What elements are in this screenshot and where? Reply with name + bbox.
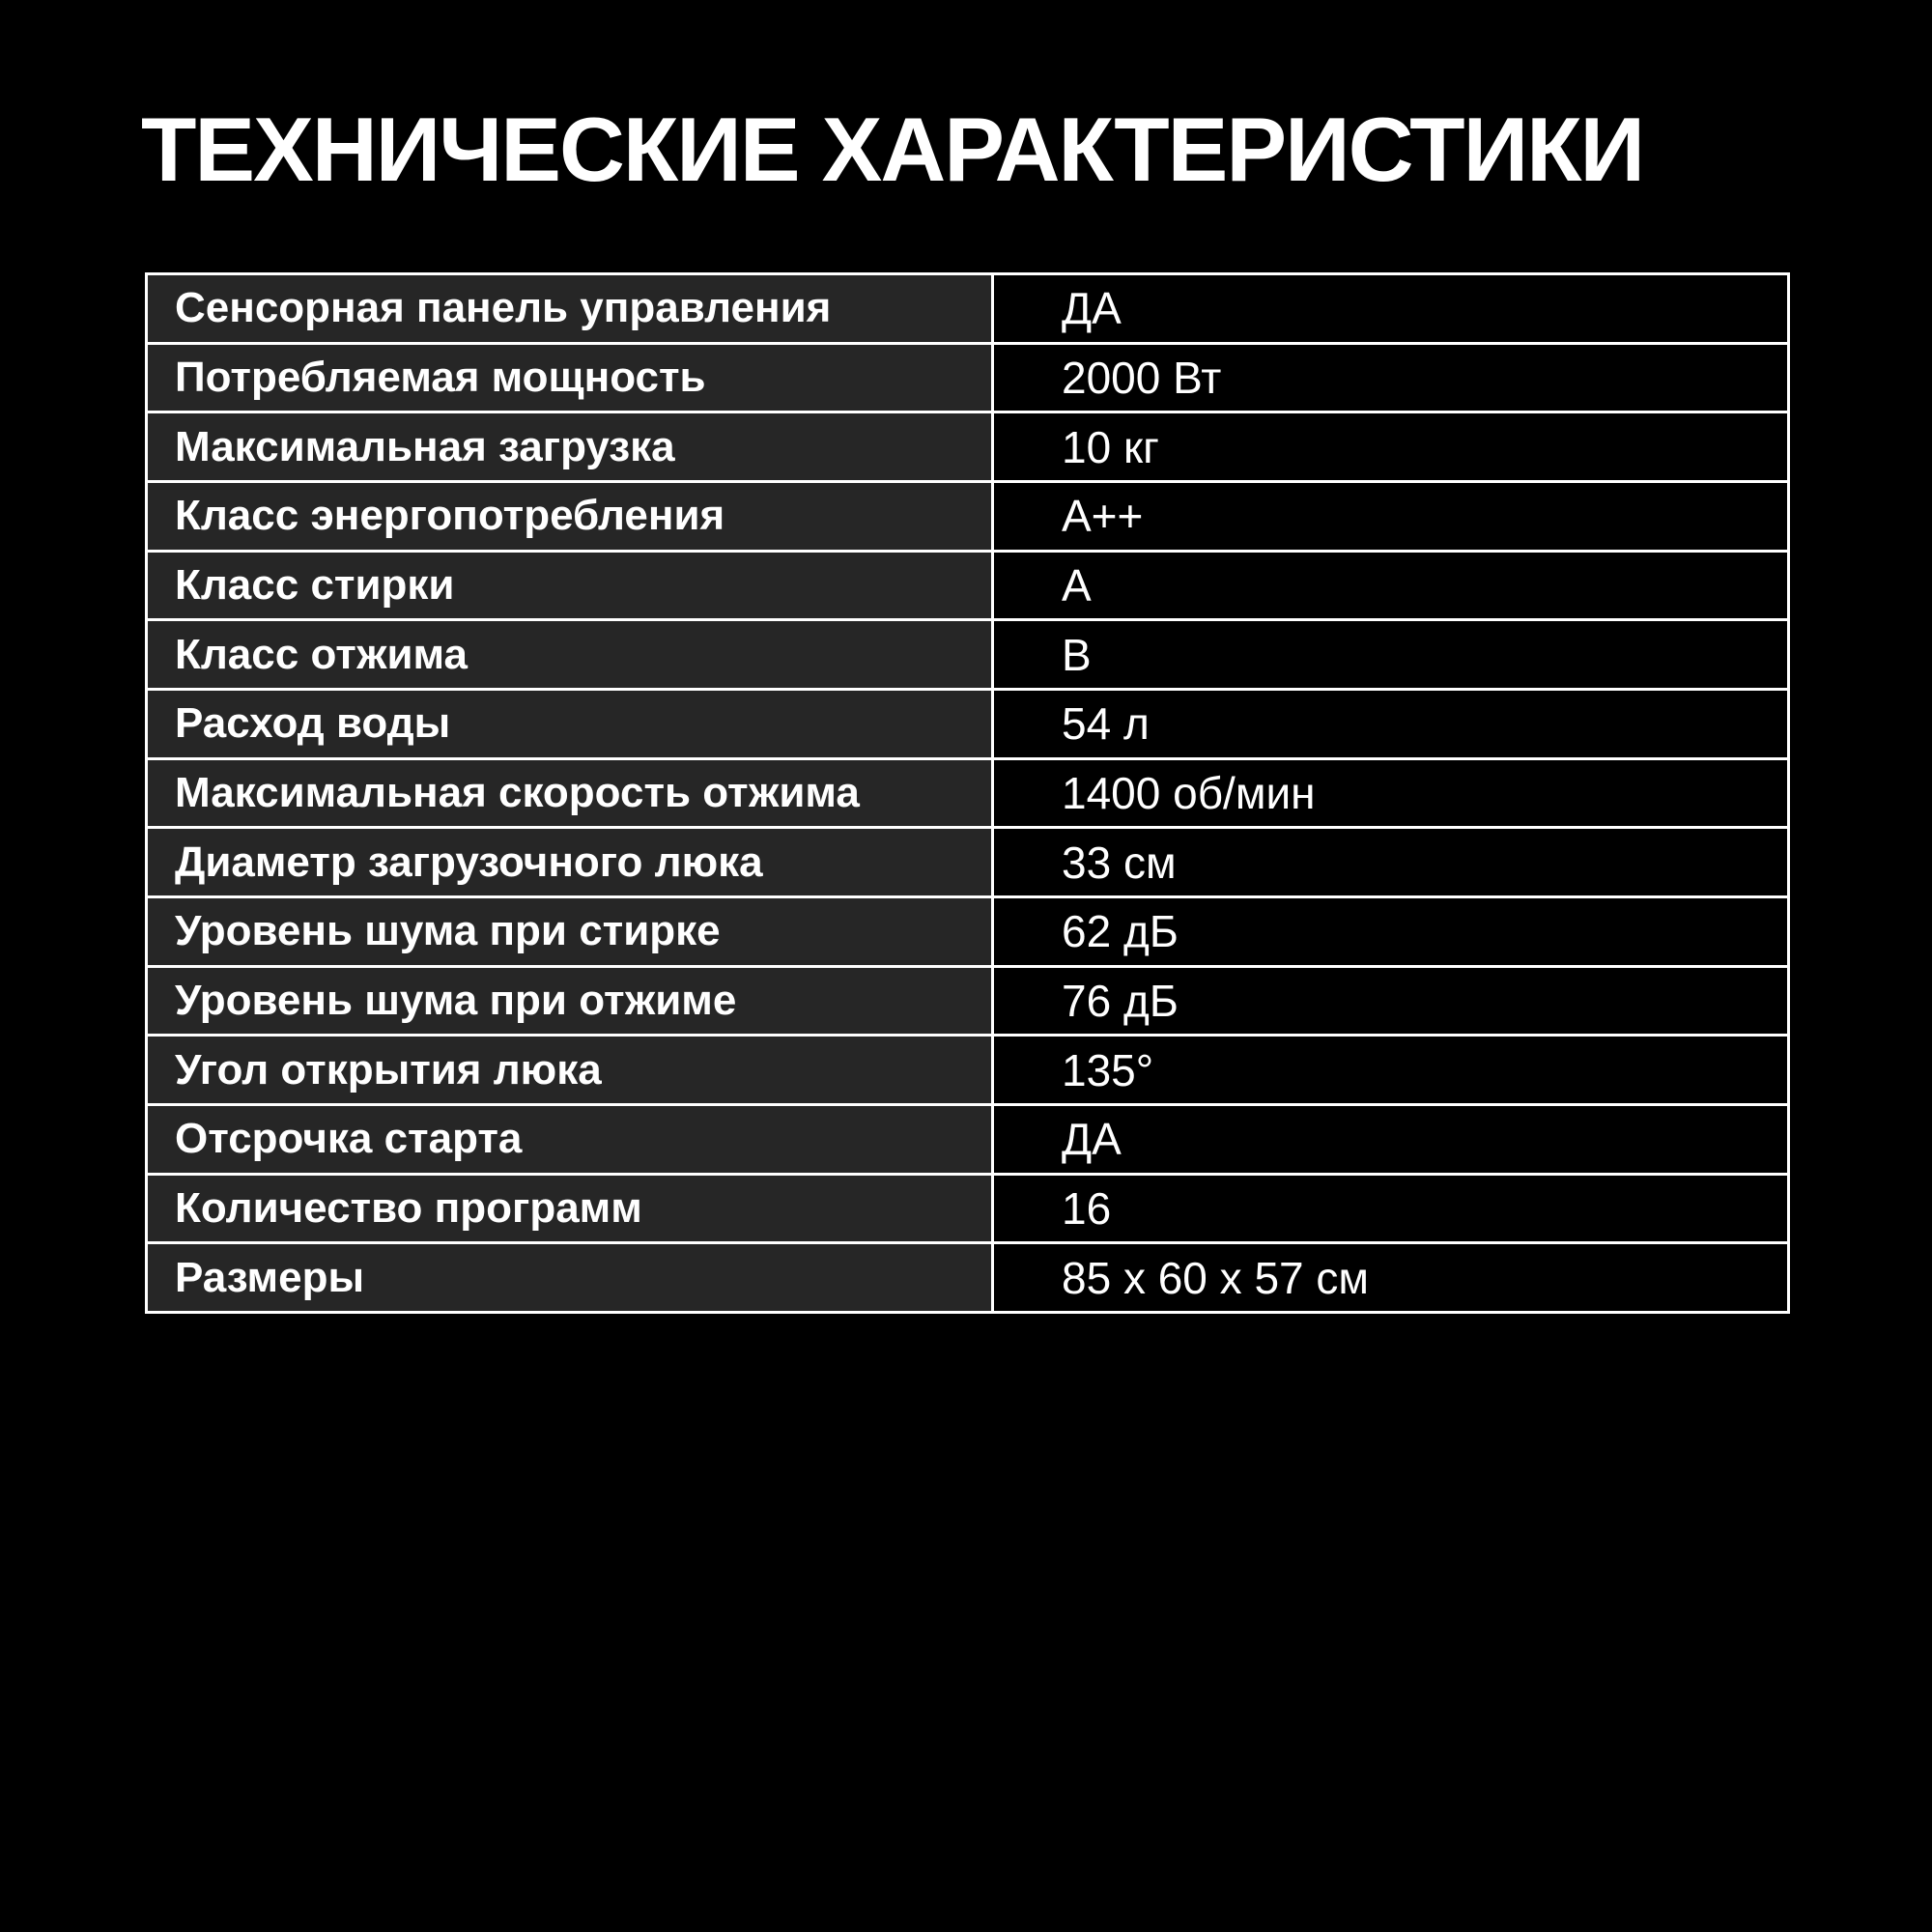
spec-table xyxy=(145,272,1790,1314)
spec-label-power: Потребляемая мощность xyxy=(148,345,991,412)
spec-value-max-spin-speed: 1400 об/мин xyxy=(994,760,1787,827)
spec-label-spin-class: Класс отжима xyxy=(148,621,991,688)
spec-value-water-usage: 54 л xyxy=(994,691,1787,757)
spec-value-program-count: 16 xyxy=(994,1176,1787,1242)
spec-value-wash-class: A xyxy=(994,553,1787,619)
page-title: ТЕХНИЧЕСКИЕ ХАРАКТЕРИСТИКИ xyxy=(141,99,1644,200)
spec-label-door-diameter: Диаметр загрузочного люка xyxy=(148,829,991,895)
spec-label-wash-class: Класс стирки xyxy=(148,553,991,619)
spec-value-energy-class: A++ xyxy=(994,483,1787,550)
spec-value-noise-wash: 62 дБ xyxy=(994,898,1787,965)
spec-value-noise-spin: 76 дБ xyxy=(994,968,1787,1035)
spec-label-noise-wash: Уровень шума при стирке xyxy=(148,898,991,965)
spec-label-program-count: Количество программ xyxy=(148,1176,991,1242)
spec-label-water-usage: Расход воды xyxy=(148,691,991,757)
spec-label-energy-class: Класс энергопотребления xyxy=(148,483,991,550)
spec-label-door-angle: Угол открытия люка xyxy=(148,1037,991,1103)
spec-label-dimensions: Размеры xyxy=(148,1244,991,1311)
spec-value-dimensions: 85 x 60 x 57 см xyxy=(994,1244,1787,1311)
spec-value-delay-start: ДА xyxy=(994,1106,1787,1173)
spec-value-power: 2000 Вт xyxy=(994,345,1787,412)
spec-value-door-diameter: 33 см xyxy=(994,829,1787,895)
spec-value-max-load: 10 кг xyxy=(994,413,1787,480)
spec-value-door-angle: 135° xyxy=(994,1037,1787,1103)
spec-value-spin-class: B xyxy=(994,621,1787,688)
spec-label-delay-start: Отсрочка старта xyxy=(148,1106,991,1173)
spec-label-max-spin-speed: Максимальная скорость отжима xyxy=(148,760,991,827)
spec-label-noise-spin: Уровень шума при отжиме xyxy=(148,968,991,1035)
spec-value-touch-panel: ДА xyxy=(994,275,1787,342)
spec-label-max-load: Максимальная загрузка xyxy=(148,413,991,480)
spec-label-touch-panel: Сенсорная панель управления xyxy=(148,275,991,342)
